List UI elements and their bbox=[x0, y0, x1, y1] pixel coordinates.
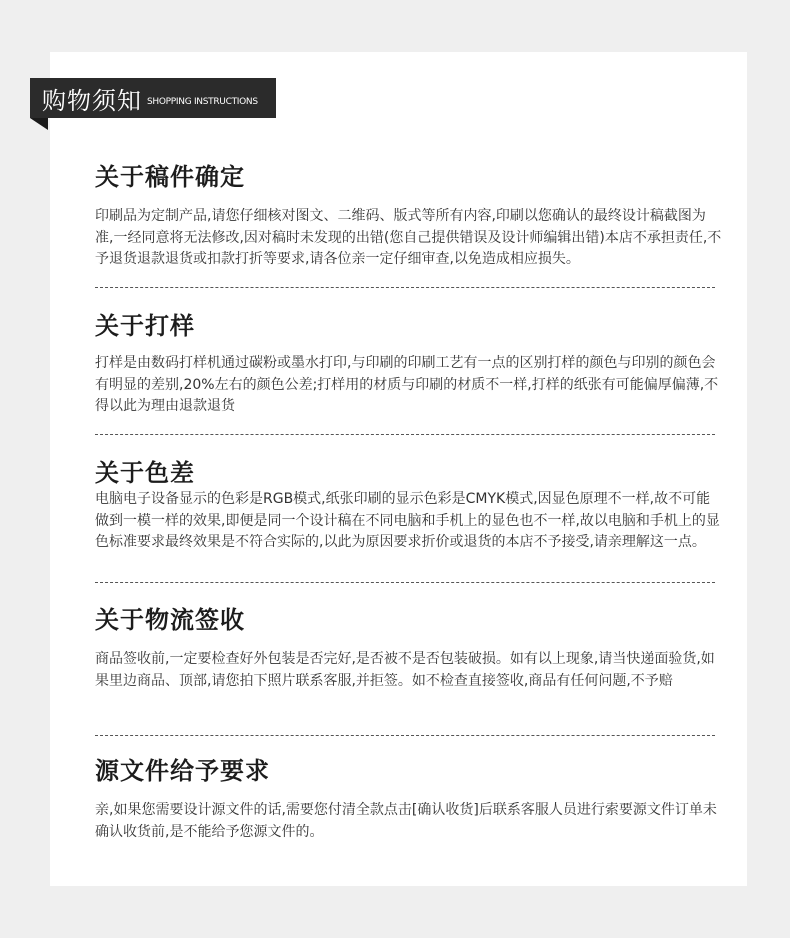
section-divider bbox=[95, 434, 715, 435]
section-title: 关于打样 bbox=[95, 312, 195, 340]
section-body: 印刷品为定制产品,请您仔细核对图文、二维码、版式等所有内容,印刷以您确认的最终设计稿截图为准,一经同意将无法修改,因对稿时未发现的出错(您自己提供错误及设计师编辑出错)本店不承担责任,不予退货退款退货或扣款打折等要求,请各位亲一定仔细审查,以免造成相应损失。 bbox=[95, 208, 722, 267]
section-body: 电脑电子设备显示的色彩是RGB模式,纸张印刷的显示色彩是CMYK模式,因显色原理不一样,故不可能做到一模一样的效果,即便是同一个设计稿在不同电脑和手机上的显色也不一样,故以电脑和手机上的显色标准要求最终效果是不符合实际的,以此为原因要求折价或退货的本店不予接受,请亲理解这一点。 bbox=[95, 491, 720, 550]
banner-subtitle: SHOPPING INSTRUCTIONS bbox=[147, 97, 258, 107]
section-body: 亲,如果您需要设计源文件的话,需要您付清全款点击[确认收货]后联系客服人员进行索要源文件订单未确认收货前,是不能给予您源文件的。 bbox=[95, 802, 717, 840]
section-color-difference bbox=[95, 459, 725, 554]
section-banner bbox=[30, 78, 276, 118]
banner-fold-corner bbox=[30, 118, 48, 130]
section-divider bbox=[95, 735, 715, 736]
section-body: 打样是由数码打样机通过碳粉或墨水打印,与印刷的印刷工艺有一点的区别打样的颜色与印别的颜色会有明显的差别,20%左右的颜色公差;打样用的材质与印刷的材质不一样,打样的纸张有可能偏厚偏薄,不得以此为理由退款退货 bbox=[95, 355, 719, 414]
section-divider bbox=[95, 287, 715, 288]
banner-title: 购物须知 bbox=[42, 86, 142, 115]
section-artwork-confirmation bbox=[95, 163, 725, 271]
section-source-files bbox=[95, 757, 725, 843]
section-title: 关于稿件确定 bbox=[95, 163, 245, 191]
section-divider bbox=[95, 582, 715, 583]
section-delivery-signing bbox=[95, 606, 725, 692]
section-body: 商品签收前,一定要检查好外包装是否完好,是否被不是否包装破损。如有以上现象,请当快递面验货,如果里边商品、顶部,请您拍下照片联系客服,并拒签。如不检查直接签收,商品有任何问题,不予赔 bbox=[95, 651, 715, 689]
section-title: 源文件给予要求 bbox=[95, 757, 270, 785]
section-proofing bbox=[95, 312, 725, 418]
section-title: 关于色差 bbox=[95, 459, 195, 487]
section-title: 关于物流签收 bbox=[95, 606, 245, 634]
